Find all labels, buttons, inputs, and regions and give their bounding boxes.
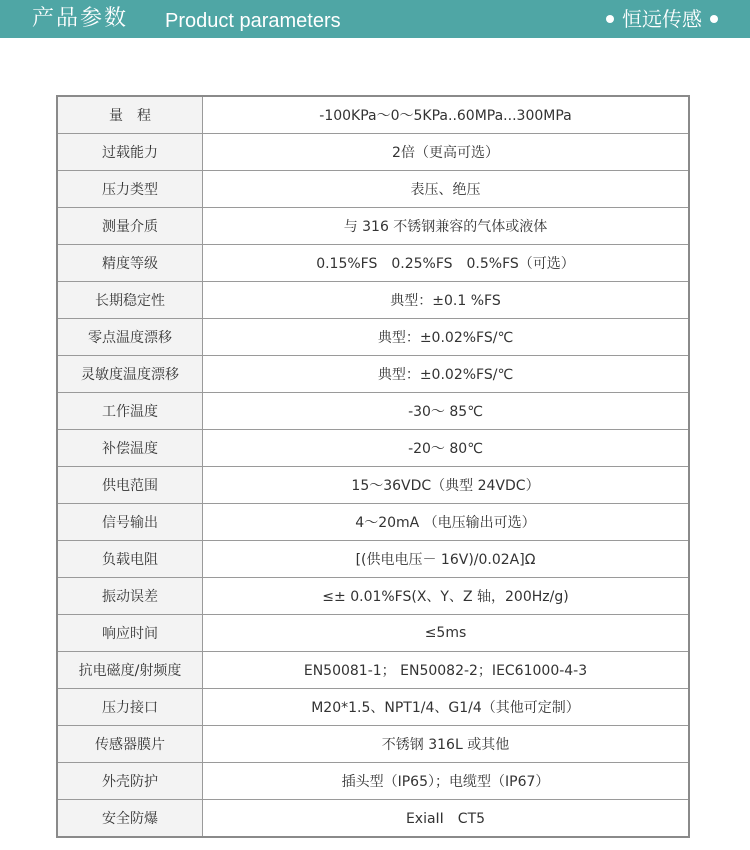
table-row [57,96,689,134]
param-label: 响应时间 [57,615,203,652]
table-row [57,393,689,430]
param-label: 振动误差 [57,578,203,615]
table-row [57,726,689,763]
param-value: EN50081-1； EN50082-2；IEC61000-4-3 [203,652,690,689]
section-title: 产品参数 [32,6,129,31]
table-row [57,615,689,652]
table-row [57,504,689,541]
table-row [57,652,689,689]
brand-label: 恒远传感 [622,7,702,31]
param-value: M20*1.5、NPT1/4、G1/4（其他可定制） [203,689,690,726]
bullet-dot-icon [710,15,718,23]
param-label: 外壳防护 [57,763,203,800]
param-value: -100KPa～0～5KPa..60MPa...300MPa [203,96,690,134]
param-label: 供电范围 [57,467,203,504]
table-row [57,578,689,615]
param-value: 不锈钢 316L 或其他 [203,726,690,763]
param-label: 灵敏度温度漂移 [57,356,203,393]
param-label: 压力类型 [57,171,203,208]
param-value: ≤± 0.01%FS(X、Y、Z 轴，200Hz/g) [203,578,690,615]
parameters-table [56,95,690,838]
param-value: 典型：±0.02%FS/℃ [203,356,690,393]
param-label: 零点温度漂移 [57,319,203,356]
param-label: 压力接口 [57,689,203,726]
param-label: 长期稳定性 [57,282,203,319]
table-row [57,689,689,726]
param-label: 抗电磁度/射频度 [57,652,203,689]
param-value: [(供电电压－ 16V)/0.02A]Ω [203,541,690,578]
param-value: 与 316 不锈钢兼容的气体或液体 [203,208,690,245]
table-row [57,763,689,800]
param-label: 安全防爆 [57,800,203,838]
table-row [57,282,689,319]
table-row [57,134,689,171]
param-value: ≤5ms [203,615,690,652]
table-row [57,800,689,838]
param-value: 典型：±0.02%FS/℃ [203,319,690,356]
param-label: 信号输出 [57,504,203,541]
param-label: 工作温度 [57,393,203,430]
table-row [57,319,689,356]
table-row [57,356,689,393]
bullet-dot-icon [606,15,614,23]
param-label: 精度等级 [57,245,203,282]
param-value: ExiaII CT5 [203,800,690,838]
param-value: 4～20mA （电压输出可选） [203,504,690,541]
section-title-english: Product parameters [165,10,341,32]
param-label: 负载电阻 [57,541,203,578]
brand-name [598,5,726,33]
param-label: 传感器膜片 [57,726,203,763]
param-value: 插头型（IP65）；电缆型（IP67） [203,763,690,800]
table-row [57,245,689,282]
param-value: 2倍（更高可选） [203,134,690,171]
param-value: -30～ 85℃ [203,393,690,430]
param-label: 量 程 [57,96,203,134]
param-value: 15～36VDC（典型 24VDC） [203,467,690,504]
param-value: 典型：±0.1 %FS [203,282,690,319]
table-row [57,541,689,578]
param-value: 0.15%FS 0.25%FS 0.5%FS（可选） [203,245,690,282]
page-header [0,0,750,38]
param-value: 表压、绝压 [203,171,690,208]
param-value: -20～ 80℃ [203,430,690,467]
table-row [57,467,689,504]
param-label: 过载能力 [57,134,203,171]
table-row [57,208,689,245]
param-label: 测量介质 [57,208,203,245]
table-row [57,171,689,208]
param-label: 补偿温度 [57,430,203,467]
table-row [57,430,689,467]
